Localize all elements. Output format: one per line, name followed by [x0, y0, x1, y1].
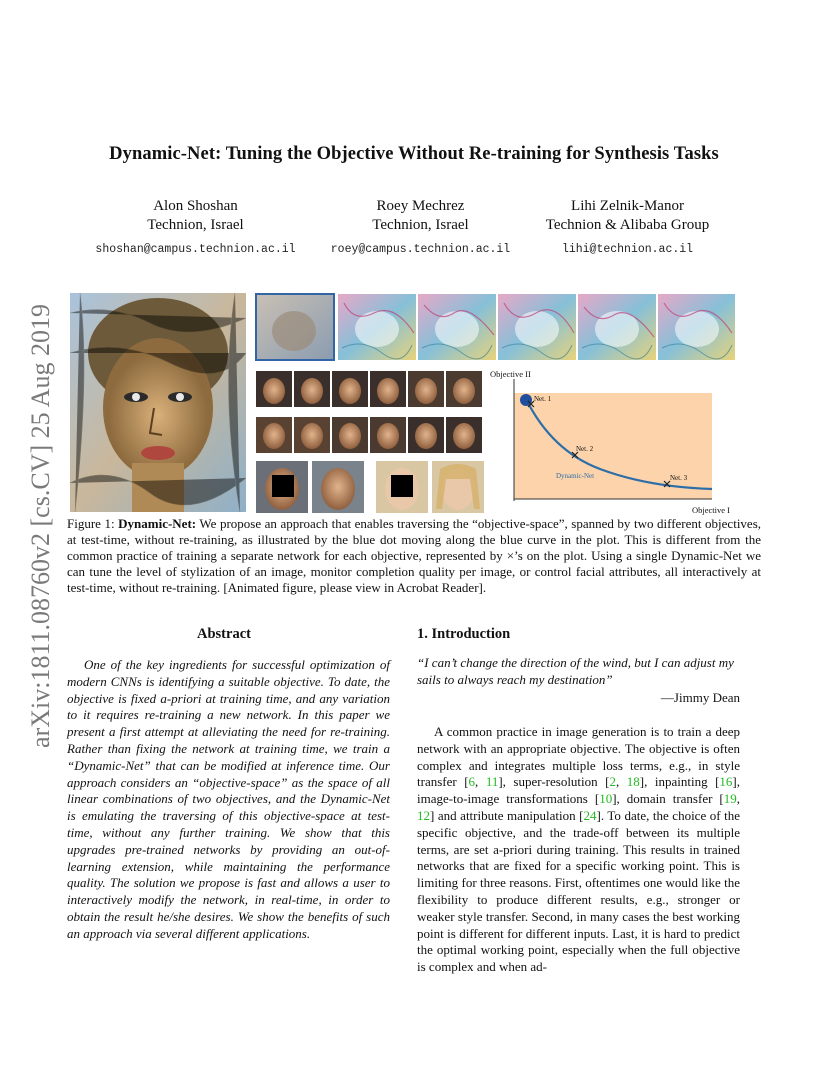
author-name: Alon Shoshan: [153, 198, 238, 214]
abstract-text: One of the key ingredients for successful optimization of modern CNNs is identifying a suitable objective. To date, the objective is fixed a-priori at training time, and any variation to it requires re-training a new network. In this paper we present a first attempt at alleviating the need for re-training. Rather than fixing the network at training time, we train a “Dynamic-Net” that can be modified at inference time. Our approach considers an “objective-space” as the space of all linear combinations of two objectives, and the Dynamic-Net is emulating the traversing of this objective-space at test-time, without any further training. We show that this upgrades pre-trained networks by providing an out-of-learning extension, while maintaining the performance quality. The solution we propose is fast and allows a user to interactively modify the network, in real-time, in order to obtain the result he/she desires. We show the benefits of such an approach via several different applications.: [67, 657, 390, 941]
y-axis-label: Objective II: [490, 369, 531, 379]
curve-label: Dynamic-Net: [556, 472, 595, 480]
caption-bold: Dynamic-Net:: [118, 516, 197, 531]
epigraph-author: —Jimmy Dean: [660, 690, 740, 705]
citation-link[interactable]: 12: [417, 807, 430, 823]
citation-link[interactable]: 19: [723, 791, 737, 807]
epigraph-quote: “I can’t change the direction of the wind, but I can adjust my sails to always reach my destination”: [417, 655, 734, 687]
author-affiliation: Technion, Israel: [147, 217, 244, 233]
citation-link[interactable]: 18: [626, 774, 640, 790]
figure-caption: [67, 516, 761, 596]
citation-link[interactable]: 6: [468, 774, 476, 790]
paper-title: Dynamic-Net: Tuning the Objective Without Re-training for Synthesis Tasks: [109, 144, 719, 164]
author-email: shoshan@campus.technion.ac.il: [95, 243, 296, 256]
x-axis-label: Objective I: [692, 505, 730, 515]
author-block-1: [88, 197, 303, 256]
marker-label-net1: Net. 1: [534, 395, 552, 403]
author-affiliation: Technion & Alibaba Group: [545, 217, 710, 233]
introduction-heading: 1. Introduction: [417, 626, 511, 642]
author-email: lihi@technion.ac.il: [561, 243, 694, 256]
marker-label-net3: Net. 3: [670, 474, 688, 482]
citation-link[interactable]: 16: [719, 774, 733, 790]
author-block-2: [318, 197, 523, 256]
citation-link[interactable]: 11: [485, 774, 499, 790]
author-affiliation: Technion, Israel: [372, 217, 469, 233]
author-email: roey@campus.technion.ac.il: [330, 243, 511, 256]
stylized-portrait-image: [70, 293, 246, 512]
author-name: Roey Mechrez: [376, 198, 465, 214]
plot-background: [514, 393, 712, 499]
face-attribute-grid: [254, 369, 484, 519]
citation-link[interactable]: 10: [599, 791, 613, 807]
introduction-paragraph: A common practice in image generation is to train a deep network with an appropriate objective. The objective is often complex and integrates multiple loss terms, e.g., in style transfer [6, 11], super-resolution [2, 18], inpainting [16], image-to-image transformations [10], domain transfer [19, 12] and attribute manipulation [24]. To date, the choice of the specific objective, and the trade-off between its multiple terms, are set a-priori during training. This results in trained networks that are fixed for a specific working point. This is limiting for three reasons. First, oftentimes one would like the flexibility to produce different results, e.g., stronger or weaker style transfer. Second, in many cases the best working point is different for different inputs. Last, it is hard to predict the optimal working point, especially when the full objective is complex and when ad-: [417, 724, 741, 975]
caption-label: Figure 1:: [67, 516, 115, 531]
abstract-heading: Abstract: [197, 626, 251, 642]
citation-link[interactable]: 2: [609, 774, 616, 790]
objective-space-plot: [490, 369, 742, 517]
style-transfer-strip: [254, 293, 735, 361]
caption-text: We propose an approach that enables traversing the “objective-space”, spanned by two different objectives, at test-time, without re-training, as illustrated by the blue dot moving along the blue curve in the plot. This is different from the common practice of training a separate network for each objective, represented by ×’s on the plot. Using a single Dynamic-Net we can tune the level of stylization of an image, monitor completion quality per image, or control facial attributes, all interactively at test-time, without re-training. [Animated figure, please view in Acrobat Reader].: [67, 516, 762, 595]
author-name: Lihi Zelnik-Manor: [571, 198, 684, 214]
author-block-3: [530, 197, 725, 256]
citation-link[interactable]: 24: [583, 807, 597, 823]
arxiv-stamp: arXiv:1811.08760v2 [cs.CV] 25 Aug 2019: [26, 304, 55, 748]
marker-label-net2: Net. 2: [576, 445, 594, 453]
